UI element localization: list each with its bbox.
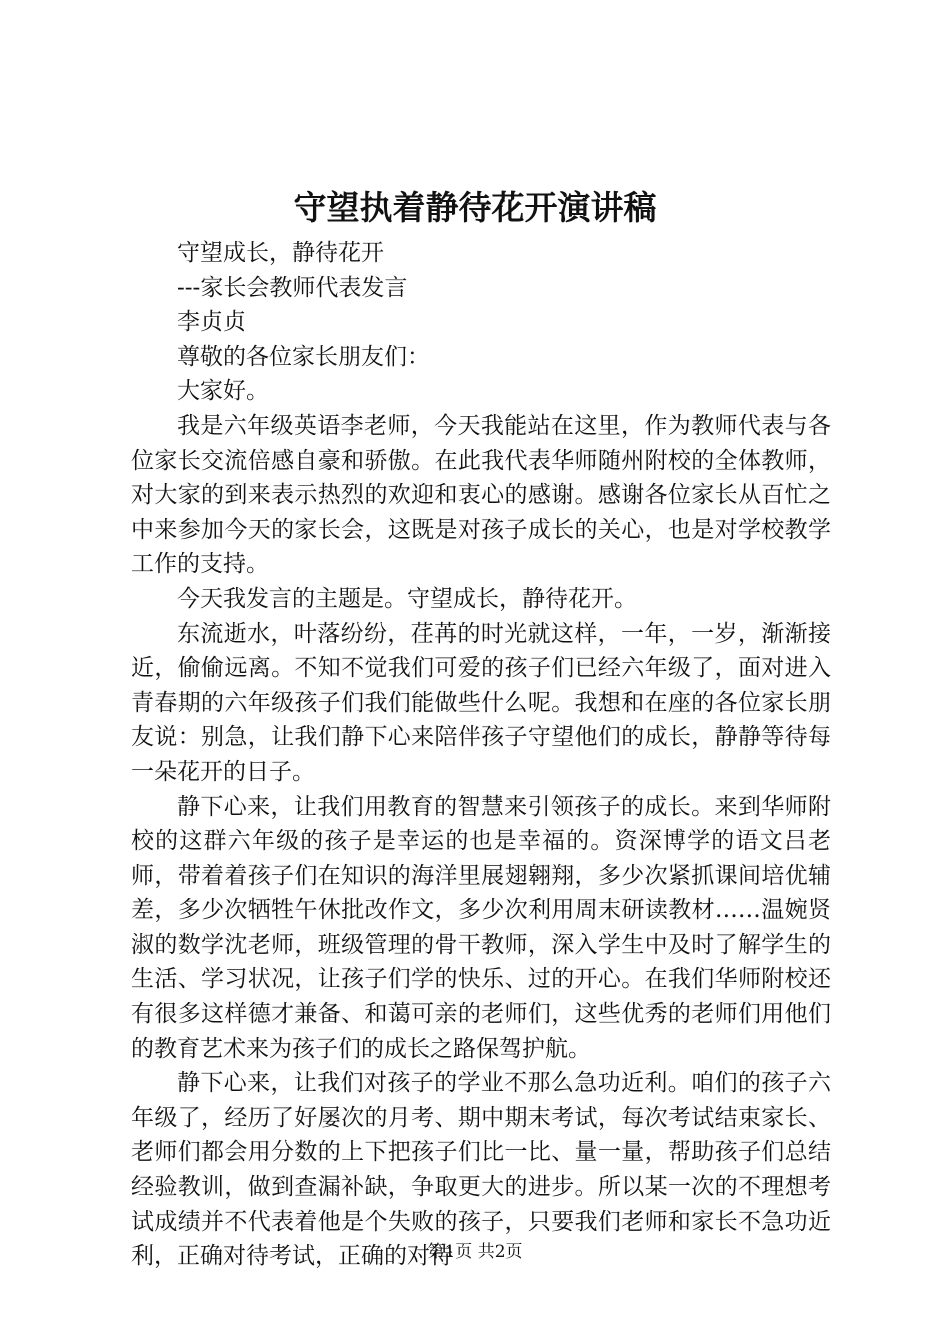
greeting-line: 大家好。 bbox=[177, 378, 269, 405]
paragraph-theme: 今天我发言的主题是。守望成长，静待花开。 bbox=[177, 585, 637, 612]
occasion-line: ---家长会教师代表发言 bbox=[177, 274, 408, 301]
paragraph-time: 东流逝水，叶落纷纷，荏苒的时光就这样，一年，一岁，渐渐接近，偷偷远离。不知不觉我们可爱的孩子们已经六年级了，面对进入青春期的六年级孩子们我们能做些什么呢。我想和在座的各位家长朋友说：别急，让我们静下心来陪伴孩子守望他们的成长，静静等待每一朵花开的日子。 bbox=[131, 620, 831, 785]
author-line: 李贞贞 bbox=[177, 309, 246, 336]
paragraph-exams: 静下心来，让我们对孩子的学业不那么急功近利。咱们的孩子六年级了，经历了好屡次的月考、期中期末考试，每次考试结束家长、老师们都会用分数的上下把孩子们比一比、量一量，帮助孩子们总结经验教训，做到查漏补缺，争取更大的进步。所以某一次的不理想考试成绩并不代表着他是个失败的孩子，只要我们老师和家长不急功近利，正确对待考试，正确的对待 bbox=[131, 1070, 831, 1270]
subtitle-line: 守望成长，静待花开 bbox=[177, 240, 384, 266]
document-title: 守望执着静待花开演讲稿 bbox=[293, 188, 657, 227]
salutation-line: 尊敬的各位家长朋友们： bbox=[177, 343, 430, 370]
document-body bbox=[131, 236, 831, 1274]
paragraph-teachers: 静下心来，让我们用教育的智慧来引领孩子的成长。来到华师附校的这群六年级的孩子是幸运的也是幸福的。资深博学的语文吕老师，带着着孩子们在知识的海洋里展翅翱翔，多少次紧抓课间培优辅差，多少次牺牲午休批改作文，多少次利用周末研读教材……温婉贤淑的数学沈老师，班级管理的骨干教师，深入学生中及时了解学生的生活、学习状况，让孩子们学的快乐、过的开心。在我们华师附校还有很多这样德才兼备、和蔼可亲的老师们，这些优秀的老师们用他们的教育艺术来为孩子们的成长之路保驾护航。 bbox=[131, 793, 831, 1062]
paragraph-intro: 我是六年级英语李老师，今天我能站在这里，作为教师代表与各位家长交流倍感自豪和骄傲。在此我代表华师随州附校的全体教师，对大家的到来表示热烈的欢迎和衷心的感谢。感谢各位家长从百忙之中来参加今天的家长会，这既是对孩子成长的关心，也是对学校教学工作的支持。 bbox=[131, 412, 831, 578]
page-footer: 第1页 共2页 bbox=[427, 1242, 523, 1262]
